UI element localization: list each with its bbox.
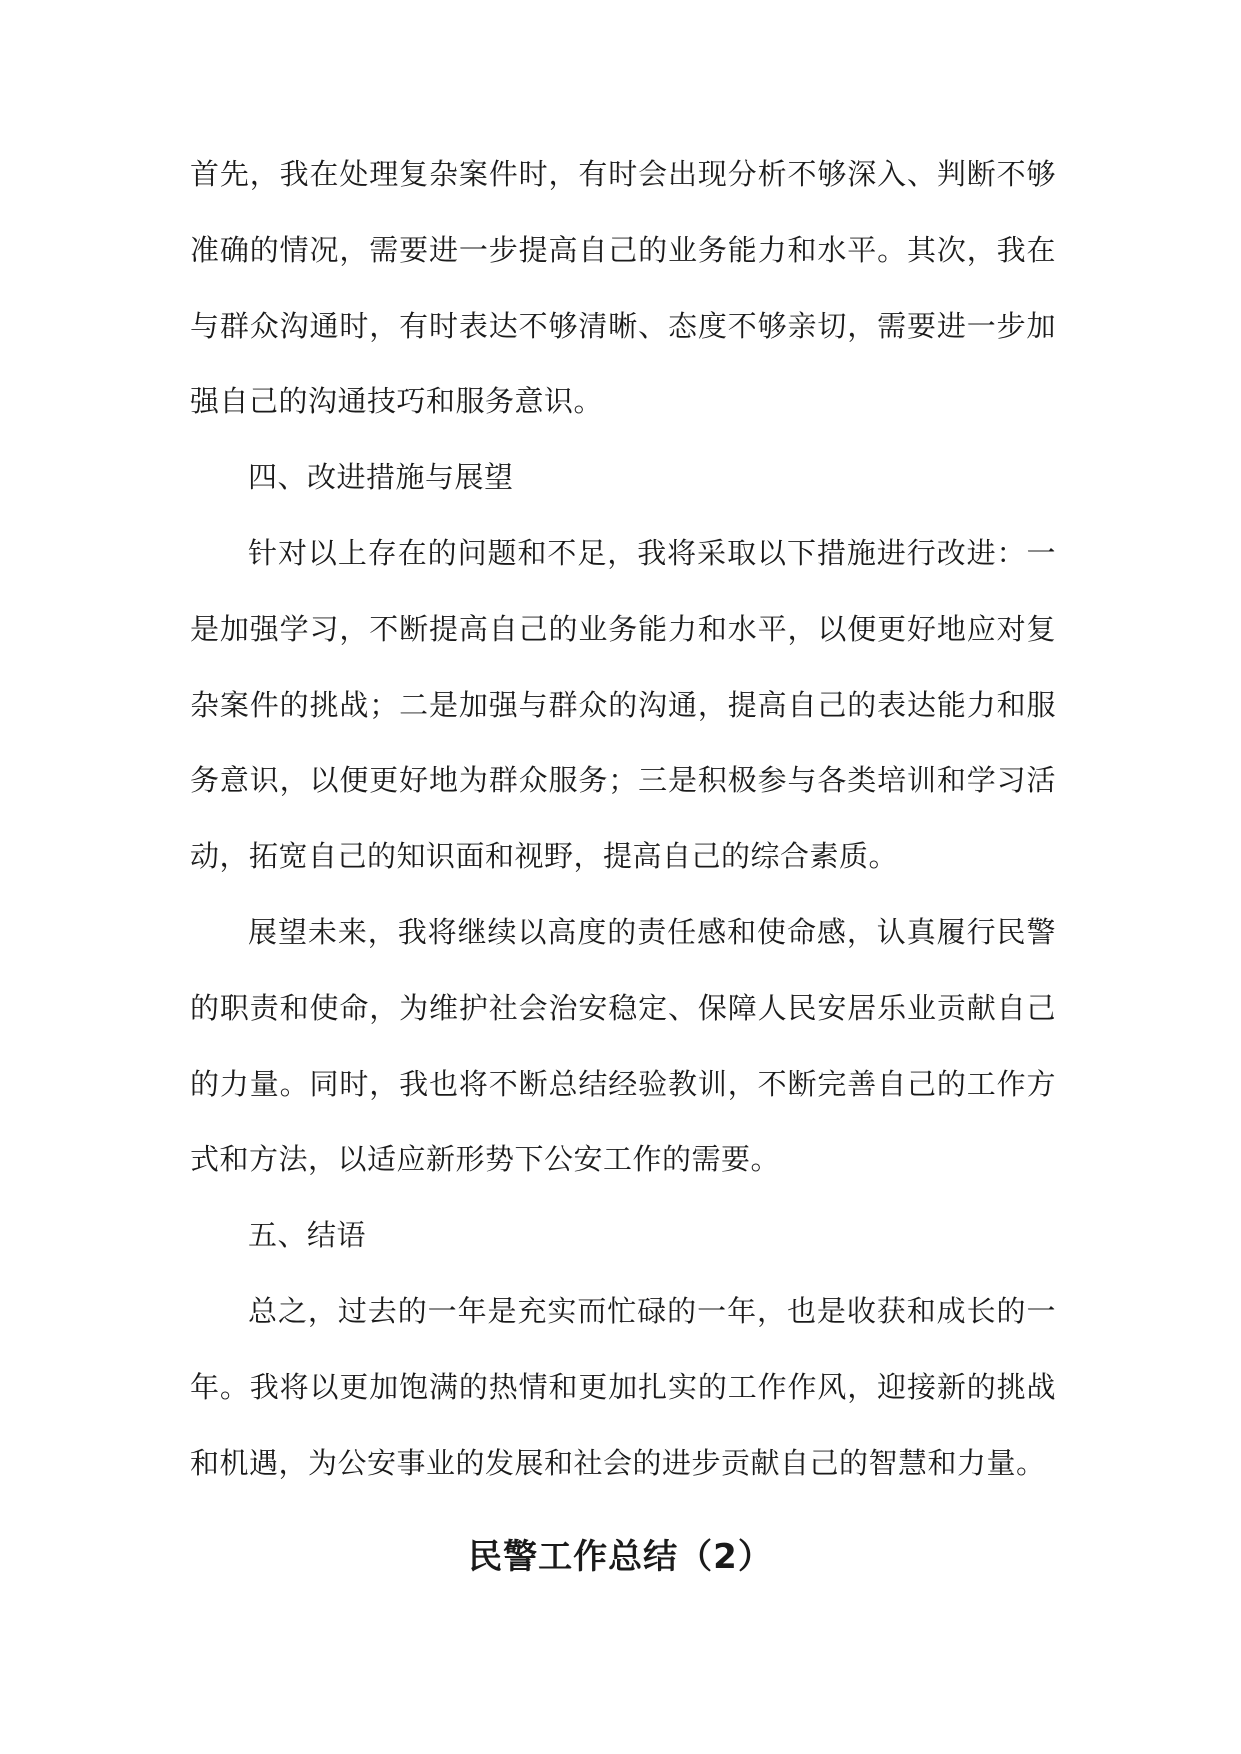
paragraph-outlook: 展望未来，我将继续以高度的责任感和使命感，认真履行民警的职责和使命，为维护社会治安稳定、保障人民安居乐业贡献自己的力量。同时，我也将不断总结经验教训，不断完善自己的工作方式和方法，以适应新形势下公安工作的需要。 [190, 914, 1056, 1177]
document-title-2: 民警工作总结（2） [468, 1537, 773, 1577]
section-heading-conclusion: 五、结语 [248, 1218, 367, 1253]
section-heading-improvement: 四、改进措施与展望 [248, 460, 514, 495]
document-body [190, 137, 1056, 1501]
paragraph-shortcomings: 首先，我在处理复杂案件时，有时会出现分析不够深入、判断不够准确的情况，需要进一步提高自己的业务能力和水平。其次，我在与群众沟通时，有时表达不够清晰、态度不够亲切，需要进一步加强自己的沟通技巧和服务意识。 [190, 157, 1056, 419]
paragraph-improvement-measures: 针对以上存在的问题和不足，我将采取以下措施进行改进：一是加强学习，不断提高自己的业务能力和水平，以便更好地应对复杂案件的挑战；二是加强与群众的沟通，提高自己的表达能力和服务意识，以便更好地为群众服务；三是积极参与各类培训和学习活动，拓宽自己的知识面和视野，提高自己的综合素质。 [190, 535, 1056, 874]
paragraph-conclusion: 总之，过去的一年是充实而忙碌的一年，也是收获和成长的一年。我将以更加饱满的热情和更加扎实的工作作风，迎接新的挑战和机遇，为公安事业的发展和社会的进步贡献自己的智慧和力量。 [190, 1293, 1056, 1480]
